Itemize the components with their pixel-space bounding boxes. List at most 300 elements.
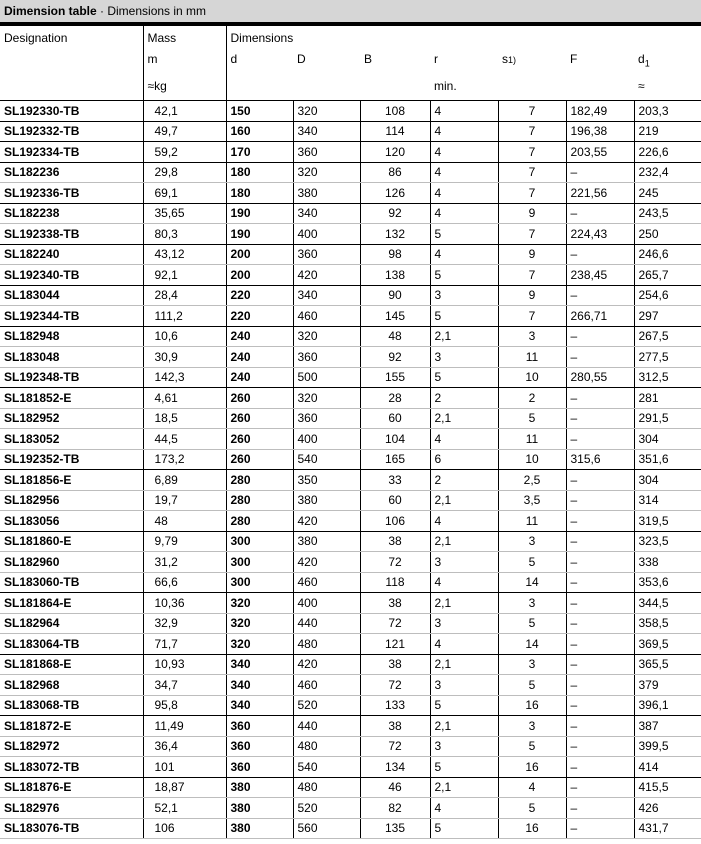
table-row: [0, 285, 701, 306]
cell-s: 7: [498, 142, 566, 163]
cell-designation: SL182968: [0, 675, 143, 696]
cell-mass: 49,7: [143, 121, 226, 142]
cell-mass: 44,5: [143, 429, 226, 450]
cell-B: 92: [360, 347, 430, 368]
cell-D: 540: [293, 757, 360, 778]
cell-d1: 312,5: [634, 367, 701, 388]
cell-mass: 36,4: [143, 736, 226, 757]
cell-D: 520: [293, 695, 360, 716]
cell-d1: 369,5: [634, 634, 701, 655]
cell-B: 134: [360, 757, 430, 778]
table-row: [0, 408, 701, 429]
cell-mass: 142,3: [143, 367, 226, 388]
cell-r: 4: [430, 121, 498, 142]
cell-r: 5: [430, 224, 498, 245]
cell-B: 165: [360, 449, 430, 470]
cell-D: 460: [293, 306, 360, 327]
cell-D: 440: [293, 716, 360, 737]
table-subtitle: · Dimensions in mm: [96, 4, 207, 18]
cell-d: 280: [226, 490, 293, 511]
cell-B: 138: [360, 265, 430, 286]
table-row: [0, 634, 701, 655]
cell-D: 560: [293, 818, 360, 839]
cell-B: 106: [360, 511, 430, 532]
cell-s: 9: [498, 244, 566, 265]
table-row: [0, 265, 701, 286]
cell-F: 266,71: [566, 306, 634, 327]
cell-d: 180: [226, 162, 293, 183]
cell-s: 5: [498, 552, 566, 573]
cell-designation: SL182976: [0, 798, 143, 819]
cell-d: 380: [226, 777, 293, 798]
cell-s: 10: [498, 449, 566, 470]
cell-d: 170: [226, 142, 293, 163]
cell-r: 5: [430, 695, 498, 716]
cell-d1: 344,5: [634, 593, 701, 614]
cell-d1: 323,5: [634, 531, 701, 552]
cell-d1: 414: [634, 757, 701, 778]
cell-r: 2,1: [430, 716, 498, 737]
cell-B: 133: [360, 695, 430, 716]
table-title-bar: [0, 0, 701, 26]
cell-mass: 95,8: [143, 695, 226, 716]
cell-B: 118: [360, 572, 430, 593]
cell-F: –: [566, 162, 634, 183]
cell-d: 360: [226, 716, 293, 737]
header-dimensions: Dimensions: [226, 26, 701, 48]
cell-B: 90: [360, 285, 430, 306]
cell-r: 4: [430, 634, 498, 655]
cell-mass: 19,7: [143, 490, 226, 511]
cell-D: 480: [293, 634, 360, 655]
cell-designation: SL183052: [0, 429, 143, 450]
cell-D: 380: [293, 531, 360, 552]
cell-designation: SL182952: [0, 408, 143, 429]
cell-F: –: [566, 818, 634, 839]
cell-designation: SL192340-TB: [0, 265, 143, 286]
cell-mass: 111,2: [143, 306, 226, 327]
cell-d: 340: [226, 654, 293, 675]
cell-mass: 42,1: [143, 101, 226, 122]
cell-mass: 18,5: [143, 408, 226, 429]
cell-d: 280: [226, 470, 293, 491]
cell-D: 480: [293, 777, 360, 798]
cell-F: –: [566, 716, 634, 737]
cell-F: –: [566, 203, 634, 224]
cell-designation: SL181864-E: [0, 593, 143, 614]
table-row: [0, 675, 701, 696]
cell-d1: 314: [634, 490, 701, 511]
cell-d1: 396,1: [634, 695, 701, 716]
cell-B: 38: [360, 654, 430, 675]
table-row: [0, 654, 701, 675]
cell-d1: 219: [634, 121, 701, 142]
header-d1: [634, 48, 701, 74]
cell-mass: 101: [143, 757, 226, 778]
cell-s: 7: [498, 121, 566, 142]
cell-r: 3: [430, 285, 498, 306]
cell-D: 340: [293, 121, 360, 142]
cell-designation: SL182238: [0, 203, 143, 224]
cell-d: 240: [226, 347, 293, 368]
cell-d: 190: [226, 203, 293, 224]
cell-F: –: [566, 429, 634, 450]
cell-s: 5: [498, 798, 566, 819]
cell-F: –: [566, 388, 634, 409]
cell-s: 11: [498, 429, 566, 450]
header-mass: Mass: [143, 26, 226, 48]
cell-r: 6: [430, 449, 498, 470]
cell-d: 360: [226, 736, 293, 757]
header-r: r: [434, 52, 438, 66]
cell-d: 280: [226, 511, 293, 532]
cell-mass: 52,1: [143, 798, 226, 819]
table-body: [0, 101, 701, 839]
cell-B: 72: [360, 736, 430, 757]
cell-F: –: [566, 654, 634, 675]
cell-d1: 351,6: [634, 449, 701, 470]
cell-r: 2,1: [430, 654, 498, 675]
cell-designation: SL182956: [0, 490, 143, 511]
cell-D: 420: [293, 552, 360, 573]
cell-designation: SL183076-TB: [0, 818, 143, 839]
cell-designation: SL182236: [0, 162, 143, 183]
cell-B: 60: [360, 490, 430, 511]
cell-d1: 267,5: [634, 326, 701, 347]
cell-s: 7: [498, 306, 566, 327]
table-row: [0, 736, 701, 757]
cell-designation: SL181868-E: [0, 654, 143, 675]
cell-s: 5: [498, 736, 566, 757]
table-row: [0, 142, 701, 163]
cell-designation: SL182972: [0, 736, 143, 757]
cell-designation: SL181856-E: [0, 470, 143, 491]
cell-s: 2: [498, 388, 566, 409]
cell-r: 4: [430, 101, 498, 122]
table-row: [0, 183, 701, 204]
cell-s: 16: [498, 818, 566, 839]
cell-d1: 379: [634, 675, 701, 696]
cell-r: 2: [430, 470, 498, 491]
cell-D: 420: [293, 511, 360, 532]
cell-d: 240: [226, 326, 293, 347]
cell-r: 3: [430, 552, 498, 573]
cell-s: 3: [498, 716, 566, 737]
table-row: [0, 388, 701, 409]
header-designation: Designation: [0, 26, 143, 101]
cell-designation: SL183068-TB: [0, 695, 143, 716]
table-row: [0, 818, 701, 839]
cell-s: 3,5: [498, 490, 566, 511]
table-row: [0, 121, 701, 142]
cell-F: 221,56: [566, 183, 634, 204]
cell-r: 5: [430, 367, 498, 388]
table-row: [0, 593, 701, 614]
cell-mass: 4,61: [143, 388, 226, 409]
cell-d: 380: [226, 818, 293, 839]
cell-s: 7: [498, 265, 566, 286]
cell-d1: 281: [634, 388, 701, 409]
cell-B: 108: [360, 101, 430, 122]
cell-F: –: [566, 470, 634, 491]
cell-designation: SL192338-TB: [0, 224, 143, 245]
table-header: [0, 26, 701, 101]
cell-D: 480: [293, 736, 360, 757]
cell-r: 4: [430, 798, 498, 819]
cell-F: –: [566, 531, 634, 552]
cell-F: 182,49: [566, 101, 634, 122]
cell-D: 320: [293, 101, 360, 122]
cell-d: 190: [226, 224, 293, 245]
header-D-blank: [293, 74, 360, 101]
cell-designation: SL192330-TB: [0, 101, 143, 122]
table-row: [0, 531, 701, 552]
cell-r: 5: [430, 306, 498, 327]
cell-B: 98: [360, 244, 430, 265]
cell-designation: SL183072-TB: [0, 757, 143, 778]
cell-s: 14: [498, 634, 566, 655]
cell-mass: 173,2: [143, 449, 226, 470]
header-F-blank: [566, 74, 634, 101]
cell-d: 360: [226, 757, 293, 778]
cell-s: 3: [498, 531, 566, 552]
header-d-blank: [226, 74, 293, 101]
cell-F: –: [566, 347, 634, 368]
cell-d1: 245: [634, 183, 701, 204]
cell-r: 4: [430, 183, 498, 204]
table-row: [0, 162, 701, 183]
cell-designation: SL183064-TB: [0, 634, 143, 655]
header-s-footnote: 1): [508, 55, 517, 65]
cell-B: 135: [360, 818, 430, 839]
cell-D: 360: [293, 142, 360, 163]
cell-s: 9: [498, 285, 566, 306]
cell-d1: 365,5: [634, 654, 701, 675]
cell-r: 3: [430, 736, 498, 757]
cell-d: 320: [226, 593, 293, 614]
cell-r: 4: [430, 162, 498, 183]
cell-D: 500: [293, 367, 360, 388]
cell-F: –: [566, 244, 634, 265]
cell-mass: 30,9: [143, 347, 226, 368]
cell-d: 260: [226, 408, 293, 429]
cell-D: 420: [293, 654, 360, 675]
header-F: F: [570, 52, 578, 66]
cell-F: –: [566, 552, 634, 573]
cell-F: –: [566, 634, 634, 655]
cell-r: 2,1: [430, 531, 498, 552]
table-row: [0, 224, 701, 245]
cell-mass: 80,3: [143, 224, 226, 245]
cell-F: –: [566, 490, 634, 511]
table-row: [0, 326, 701, 347]
cell-mass: 10,36: [143, 593, 226, 614]
header-B: B: [364, 52, 373, 66]
cell-designation: SL192348-TB: [0, 367, 143, 388]
cell-B: 92: [360, 203, 430, 224]
table-row: [0, 695, 701, 716]
header-D: D: [297, 52, 306, 66]
cell-mass: 18,87: [143, 777, 226, 798]
cell-F: –: [566, 736, 634, 757]
cell-D: 360: [293, 244, 360, 265]
cell-B: 86: [360, 162, 430, 183]
cell-mass: 66,6: [143, 572, 226, 593]
cell-mass: 34,7: [143, 675, 226, 696]
table-row: [0, 777, 701, 798]
cell-B: 38: [360, 531, 430, 552]
cell-B: 72: [360, 613, 430, 634]
cell-d1: 226,6: [634, 142, 701, 163]
cell-r: 4: [430, 572, 498, 593]
cell-B: 82: [360, 798, 430, 819]
cell-s: 16: [498, 757, 566, 778]
cell-d1: 319,5: [634, 511, 701, 532]
cell-D: 320: [293, 388, 360, 409]
cell-F: 238,45: [566, 265, 634, 286]
cell-s: 7: [498, 224, 566, 245]
cell-F: –: [566, 408, 634, 429]
cell-mass: 35,65: [143, 203, 226, 224]
cell-designation: SL181852-E: [0, 388, 143, 409]
table-row: [0, 367, 701, 388]
cell-mass: 10,93: [143, 654, 226, 675]
cell-d: 150: [226, 101, 293, 122]
cell-mass: 32,9: [143, 613, 226, 634]
header-s: [498, 48, 566, 74]
table-row: [0, 429, 701, 450]
cell-B: 126: [360, 183, 430, 204]
dimension-table: [0, 26, 701, 839]
cell-designation: SL181876-E: [0, 777, 143, 798]
cell-B: 120: [360, 142, 430, 163]
header-s-symbol: s: [502, 52, 508, 66]
cell-d1: 353,6: [634, 572, 701, 593]
cell-designation: SL183048: [0, 347, 143, 368]
cell-D: 360: [293, 347, 360, 368]
table-row: [0, 613, 701, 634]
cell-r: 4: [430, 429, 498, 450]
cell-r: 3: [430, 613, 498, 634]
cell-d1: 243,5: [634, 203, 701, 224]
cell-D: 520: [293, 798, 360, 819]
cell-s: 5: [498, 613, 566, 634]
cell-d: 320: [226, 634, 293, 655]
cell-mass: 48: [143, 511, 226, 532]
cell-D: 340: [293, 203, 360, 224]
cell-d: 300: [226, 552, 293, 573]
cell-s: 7: [498, 162, 566, 183]
cell-D: 400: [293, 224, 360, 245]
cell-d1: 297: [634, 306, 701, 327]
cell-mass: 59,2: [143, 142, 226, 163]
cell-D: 350: [293, 470, 360, 491]
cell-designation: SL183056: [0, 511, 143, 532]
cell-B: 145: [360, 306, 430, 327]
cell-mass: 31,2: [143, 552, 226, 573]
cell-s: 14: [498, 572, 566, 593]
table-row: [0, 716, 701, 737]
cell-F: –: [566, 777, 634, 798]
cell-d1: 232,4: [634, 162, 701, 183]
cell-designation: SL181860-E: [0, 531, 143, 552]
cell-designation: SL192332-TB: [0, 121, 143, 142]
cell-designation: SL192352-TB: [0, 449, 143, 470]
table-row: [0, 347, 701, 368]
cell-r: 2: [430, 388, 498, 409]
cell-r: 5: [430, 757, 498, 778]
table-row: [0, 101, 701, 122]
cell-r: 2,1: [430, 490, 498, 511]
cell-B: 72: [360, 675, 430, 696]
table-row: [0, 552, 701, 573]
cell-r: 2,1: [430, 593, 498, 614]
cell-designation: SL181872-E: [0, 716, 143, 737]
cell-r: 4: [430, 244, 498, 265]
cell-r: 2,1: [430, 408, 498, 429]
header-d1-symbol: d: [638, 52, 645, 66]
cell-designation: SL183044: [0, 285, 143, 306]
cell-r: 4: [430, 511, 498, 532]
cell-d: 200: [226, 244, 293, 265]
cell-s: 7: [498, 183, 566, 204]
cell-d1: 291,5: [634, 408, 701, 429]
table-row: [0, 203, 701, 224]
table-row: [0, 572, 701, 593]
cell-D: 420: [293, 265, 360, 286]
cell-s: 5: [498, 408, 566, 429]
cell-r: 3: [430, 675, 498, 696]
header-B-blank: [360, 74, 430, 101]
cell-D: 440: [293, 613, 360, 634]
cell-d1: 415,5: [634, 777, 701, 798]
cell-s: 5: [498, 675, 566, 696]
header-s-blank: [498, 74, 566, 101]
cell-designation: SL192336-TB: [0, 183, 143, 204]
cell-F: –: [566, 613, 634, 634]
cell-d1: 304: [634, 470, 701, 491]
cell-d: 220: [226, 306, 293, 327]
cell-d1: 203,3: [634, 101, 701, 122]
table-title: Dimension table: [4, 4, 97, 18]
cell-d: 380: [226, 798, 293, 819]
cell-s: 7: [498, 101, 566, 122]
cell-F: 196,38: [566, 121, 634, 142]
cell-mass: 69,1: [143, 183, 226, 204]
cell-B: 38: [360, 593, 430, 614]
cell-d: 200: [226, 265, 293, 286]
cell-d: 300: [226, 572, 293, 593]
cell-F: –: [566, 695, 634, 716]
cell-D: 540: [293, 449, 360, 470]
table-row: [0, 757, 701, 778]
cell-s: 11: [498, 511, 566, 532]
cell-d1: 338: [634, 552, 701, 573]
table-row: [0, 306, 701, 327]
cell-d1: 246,6: [634, 244, 701, 265]
cell-designation: SL192334-TB: [0, 142, 143, 163]
cell-mass: 9,79: [143, 531, 226, 552]
cell-mass: 71,7: [143, 634, 226, 655]
cell-mass: 28,4: [143, 285, 226, 306]
cell-d1: 431,7: [634, 818, 701, 839]
header-d1-note: ≈: [634, 74, 701, 101]
cell-mass: 11,49: [143, 716, 226, 737]
cell-s: 9: [498, 203, 566, 224]
cell-F: –: [566, 757, 634, 778]
cell-F: –: [566, 593, 634, 614]
cell-designation: SL182240: [0, 244, 143, 265]
